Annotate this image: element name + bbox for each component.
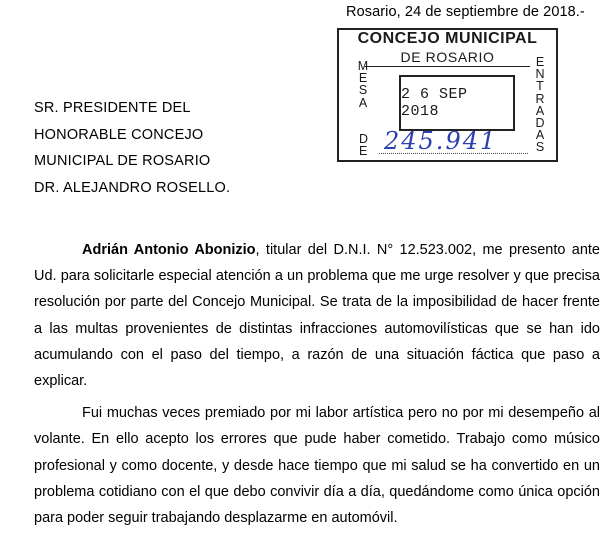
addressee-line: DR. ALEJANDRO ROSELLO.	[34, 179, 231, 196]
stamp-date: 2 6 SEP 2018	[401, 86, 468, 120]
stamp-mesa-letters: M E S A	[357, 59, 369, 110]
stamp-date-box	[399, 75, 515, 131]
letter-body	[34, 237, 600, 531]
stamp-divider	[365, 66, 530, 67]
paragraph-1-text: , titular del D.N.I. N° 12.523.002, me presento ante Ud. para solicitarle especial atención a un problema que me urge resolver y que precisa resolución por parte del Concejo Municipal. Se trata de la imposibilidad de hacer frente a las multas provenientes de distintas infracciones automovilísticas que se han ido acumulando con el paso del tiempo, a razón de una situación fáctica que paso a explicar.	[34, 242, 600, 390]
paragraph-1	[34, 237, 600, 394]
date-line: Rosario, 24 de septiembre de 2018.-	[346, 4, 585, 20]
stamp-title: CONCEJO MUNICIPAL	[357, 30, 538, 47]
addressee-line: SR. PRESIDENTE DEL	[34, 100, 191, 116]
stamp-entradas-letters: E N T R A D A S	[535, 55, 545, 155]
addressee-block	[34, 95, 230, 201]
reception-stamp	[337, 28, 558, 162]
stamp-subtitle: DE ROSARIO	[400, 49, 495, 65]
stamp-entry-number: 245.941	[384, 127, 498, 155]
sender-name: Adrián Antonio Abonizio	[82, 242, 256, 258]
stamp-de-letters: D E	[359, 132, 369, 159]
paragraph-2: Fui muchas veces premiado por mi labor artística pero no por mi desempeño al volante. En ello acepto los errores que pude haber cometido. Trabajo como músico profesional y como docente, y desde hace tiempo que mi salud se ha convertido en un problema cotidiano con el que debo convivir día a día, quedándome como única opción para poder seguir trabajando desplazarme en automóvil.	[34, 405, 600, 527]
stamp-dotted-line	[379, 153, 528, 154]
addressee-line: HONORABLE CONCEJO	[34, 126, 204, 143]
addressee-line: MUNICIPAL DE ROSARIO	[34, 153, 211, 169]
